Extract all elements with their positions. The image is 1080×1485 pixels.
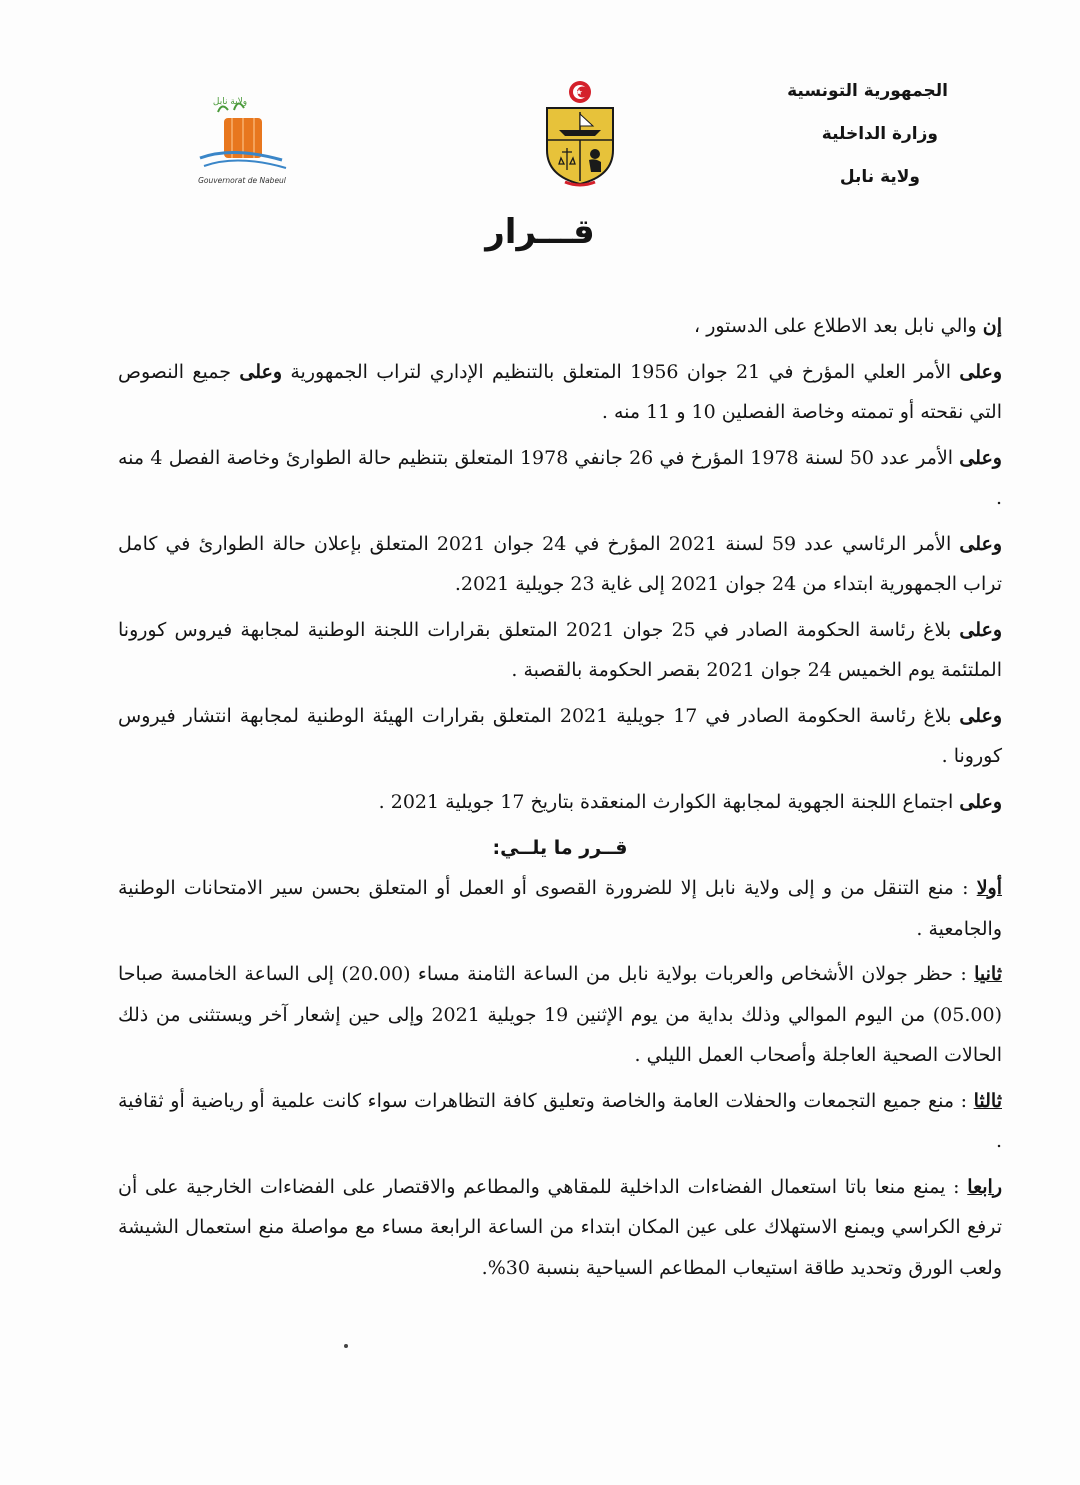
coat-of-arms-icon <box>535 78 625 188</box>
article-label: رابعا <box>967 1175 1002 1198</box>
document-title: قـــرار <box>485 212 595 252</box>
preamble-line: وعلى الأمر العلي المؤرخ في 21 جوان 1956 المتعلق بالتنظيم الإداري لتراب الجمهورية وعلى جميع النصوص التي نقحته أو تممته وخاصة الفصلين 10 و 11 منه . <box>118 360 1002 423</box>
logo-top-text: ولاية نابل <box>212 97 248 107</box>
document-body <box>118 306 1002 1293</box>
article: رابعا : يمنع منعا باتا استعمال الفضاءات الداخلية للمقاهي والمطاعم والاقتصار على الفضاءات الخارجية على أن ترفع الكراسي ويمنع الاستهلاك على عين المكان ابتداء من الساعة الرابعة مساء مع مواصلة منع استعمال الشيشة ولعب الورق وتحديد طاقة استيعاب المطاعم السياحية بنسبة 30%. <box>118 1175 1002 1279</box>
logo-caption: Gouvernorat de Nabeul <box>198 176 286 185</box>
article: أولا : منع التنقل من و إلى ولاية نابل إلا للضرورة القصوى أو العمل أو المتعلق بحسن سير الامتحانات الوطنية والجامعية . <box>118 877 1002 940</box>
preamble-line: وعلى اجتماع اللجنة الجهوية لمجابهة الكوارث المنعقدة بتاريخ 17 جويلية 2021 . <box>378 790 1002 813</box>
preamble-line: وعلى بلاغ رئاسة الحكومة الصادر في 25 جوان 2021 المتعلق بقرارات اللجنة الوطنية لمجابهة فيروس كورونا الملتئمة يوم الخميس 24 جوان 2021 بقصر الحكومة بالقصبة . <box>118 618 1002 681</box>
decision-heading: قــرر ما يلــي: <box>492 837 628 859</box>
article: ثانيا : حظر جولان الأشخاص والعربات بولاية نابل من الساعة الثامنة مساء (20.00) إلى الساعة الخامسة صباحا (05.00) من اليوم الموالي وذلك بداية من يوم الإثنين 19 جويلية 2021 وإلى حين إشعار آخر ويستثنى من ذلك الحالات الصحية العاجلة وأصحاب العمل الليلي . <box>118 963 1002 1066</box>
article-label: ثانيا <box>974 963 1002 985</box>
nabeul-logo-icon <box>182 92 302 176</box>
preamble-line: وعلى بلاغ رئاسة الحكومة الصادر في 17 جويلية 2021 المتعلق بقرارات الهيئة الوطنية لمجابهة انتشار فيروس كورونا . <box>118 704 1003 767</box>
preamble-line: إن والي نابل بعد الاطلاع على الدستور ، <box>694 315 1002 337</box>
letterhead <box>688 70 948 199</box>
article-label: أولا <box>976 877 1002 899</box>
article-label: ثالثا <box>973 1089 1002 1112</box>
preamble-line: وعلى الأمر الرئاسي عدد 59 لسنة 2021 المؤرخ في 24 جوان 2021 المتعلق بإعلان حالة الطوارئ في كامل تراب الجمهورية ابتداء من 24 جوان 2021 إلى غاية 23 جويلية 2021. <box>118 532 1002 595</box>
governorate-name: ولاية نابل <box>839 167 920 187</box>
preamble-line: وعلى الأمر عدد 50 لسنة 1978 المؤرخ في 26 جانفي 1978 المتعلق بتنظيم حالة الطوارئ وخاصة الفصل 4 منه . <box>118 446 1002 509</box>
ministry-name: وزارة الداخلية <box>821 124 938 144</box>
article: ثالثا : منع جميع التجمعات والحفلات العامة والخاصة وتعليق كافة التظاهرات سواء كانت علمية أو رياضية أو ثقافية . <box>118 1089 1002 1152</box>
ink-speck <box>344 1344 348 1348</box>
governorate-logo <box>182 92 302 192</box>
republic-name: الجمهورية التونسية <box>787 81 948 101</box>
